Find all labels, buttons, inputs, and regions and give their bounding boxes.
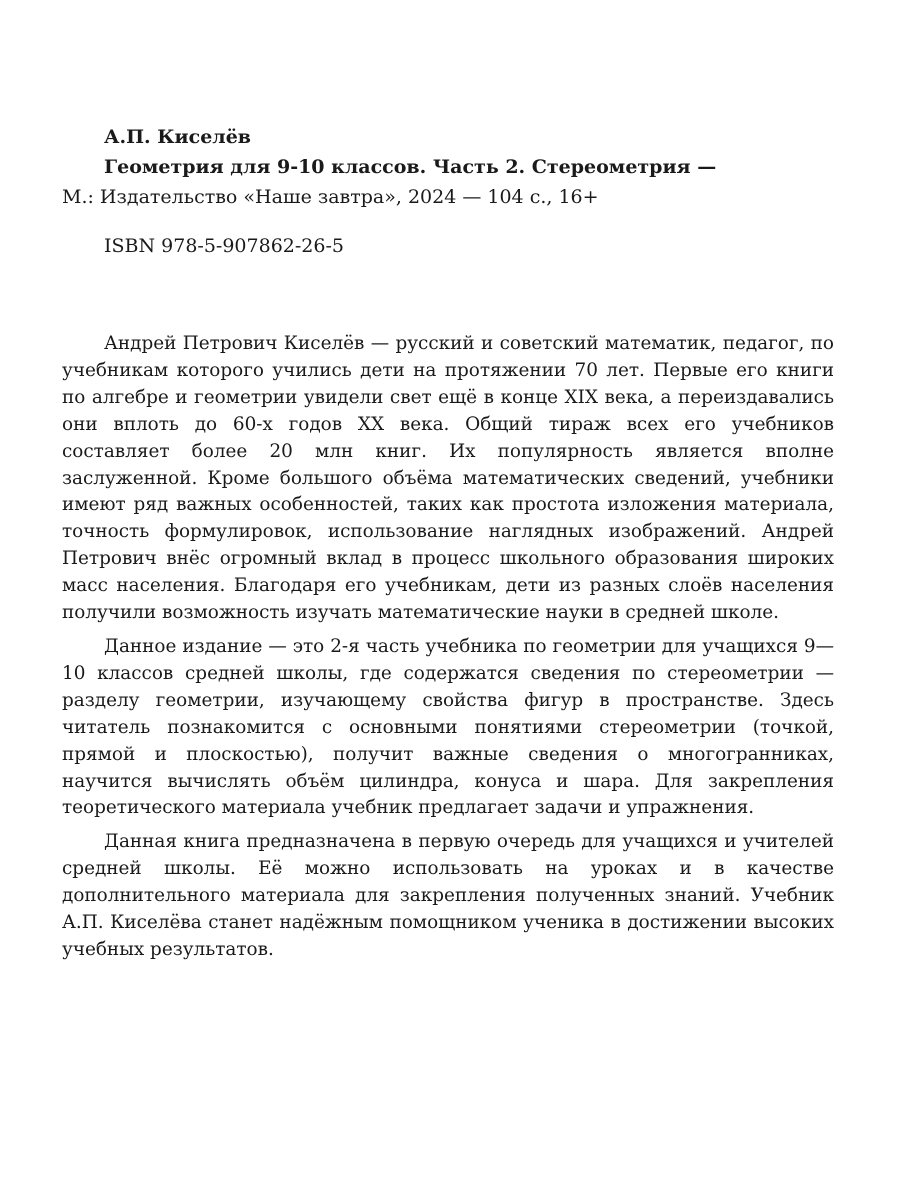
annotation-paragraph: Андрей Петрович Киселёв — русский и советский математик, педагог, по учебникам которого учились дети на протяжении 70 лет. Первые его книги по алгебре и геометрии увидели свет ещё в конце XIX века, а переиздавались они вплоть до 60-х годов XX века. Общий тираж всех его учебников составляет более 20 млн книг. Их популярность является вполне заслуженной. Кроме большого объёма математических сведений, учебники имеют ряд важных особенностей, таких как простота изложения материала, точность формулировок, использование наглядных изображений. Андрей Петрович внёс огромный вклад в процесс школьного образования широких масс населения. Благодаря его учебникам, дети из разных слоёв населения получили возможность изучать математические науки в средней школе.	[62, 333, 834, 624]
isbn-number: ISBN 978-5-907862-26-5	[104, 235, 344, 257]
annotation-paragraph: Данное издание — это 2-я часть учебника по геометрии для учащихся 9—10 классов средней школы, где содержатся сведения по стереометрии — разделу геометрии, изучающему свойства фигур в пространстве. Здесь читатель познакомится с основными понятиями стереометрии (точкой, прямой и плоскостью), получит важные сведения о многогранниках, научится вычислять объём цилиндра, конуса и шара. Для закрепления теоретического материала учебник предлагает задачи и упражнения.	[62, 635, 834, 819]
bibliographic-record	[62, 122, 822, 212]
author-name: А.П. Киселёв	[104, 126, 251, 148]
annotation-paragraph: Данная книга предназначена в первую очередь для учащихся и учителей средней школы. Её можно использовать на уроках и в качестве дополнительного материала для закрепления полученных знаний. Учебник А.П. Киселёва станет надёжным помощником ученика в достижении высоких учебных результатов.	[62, 831, 834, 960]
annotation-text	[62, 331, 834, 971]
publisher-imprint: М.: Издательство «Наше завтра», 2024 — 104 с., 16+	[62, 186, 599, 208]
book-title: Геометрия для 9-10 классов. Часть 2. Стереометрия —	[104, 156, 717, 178]
